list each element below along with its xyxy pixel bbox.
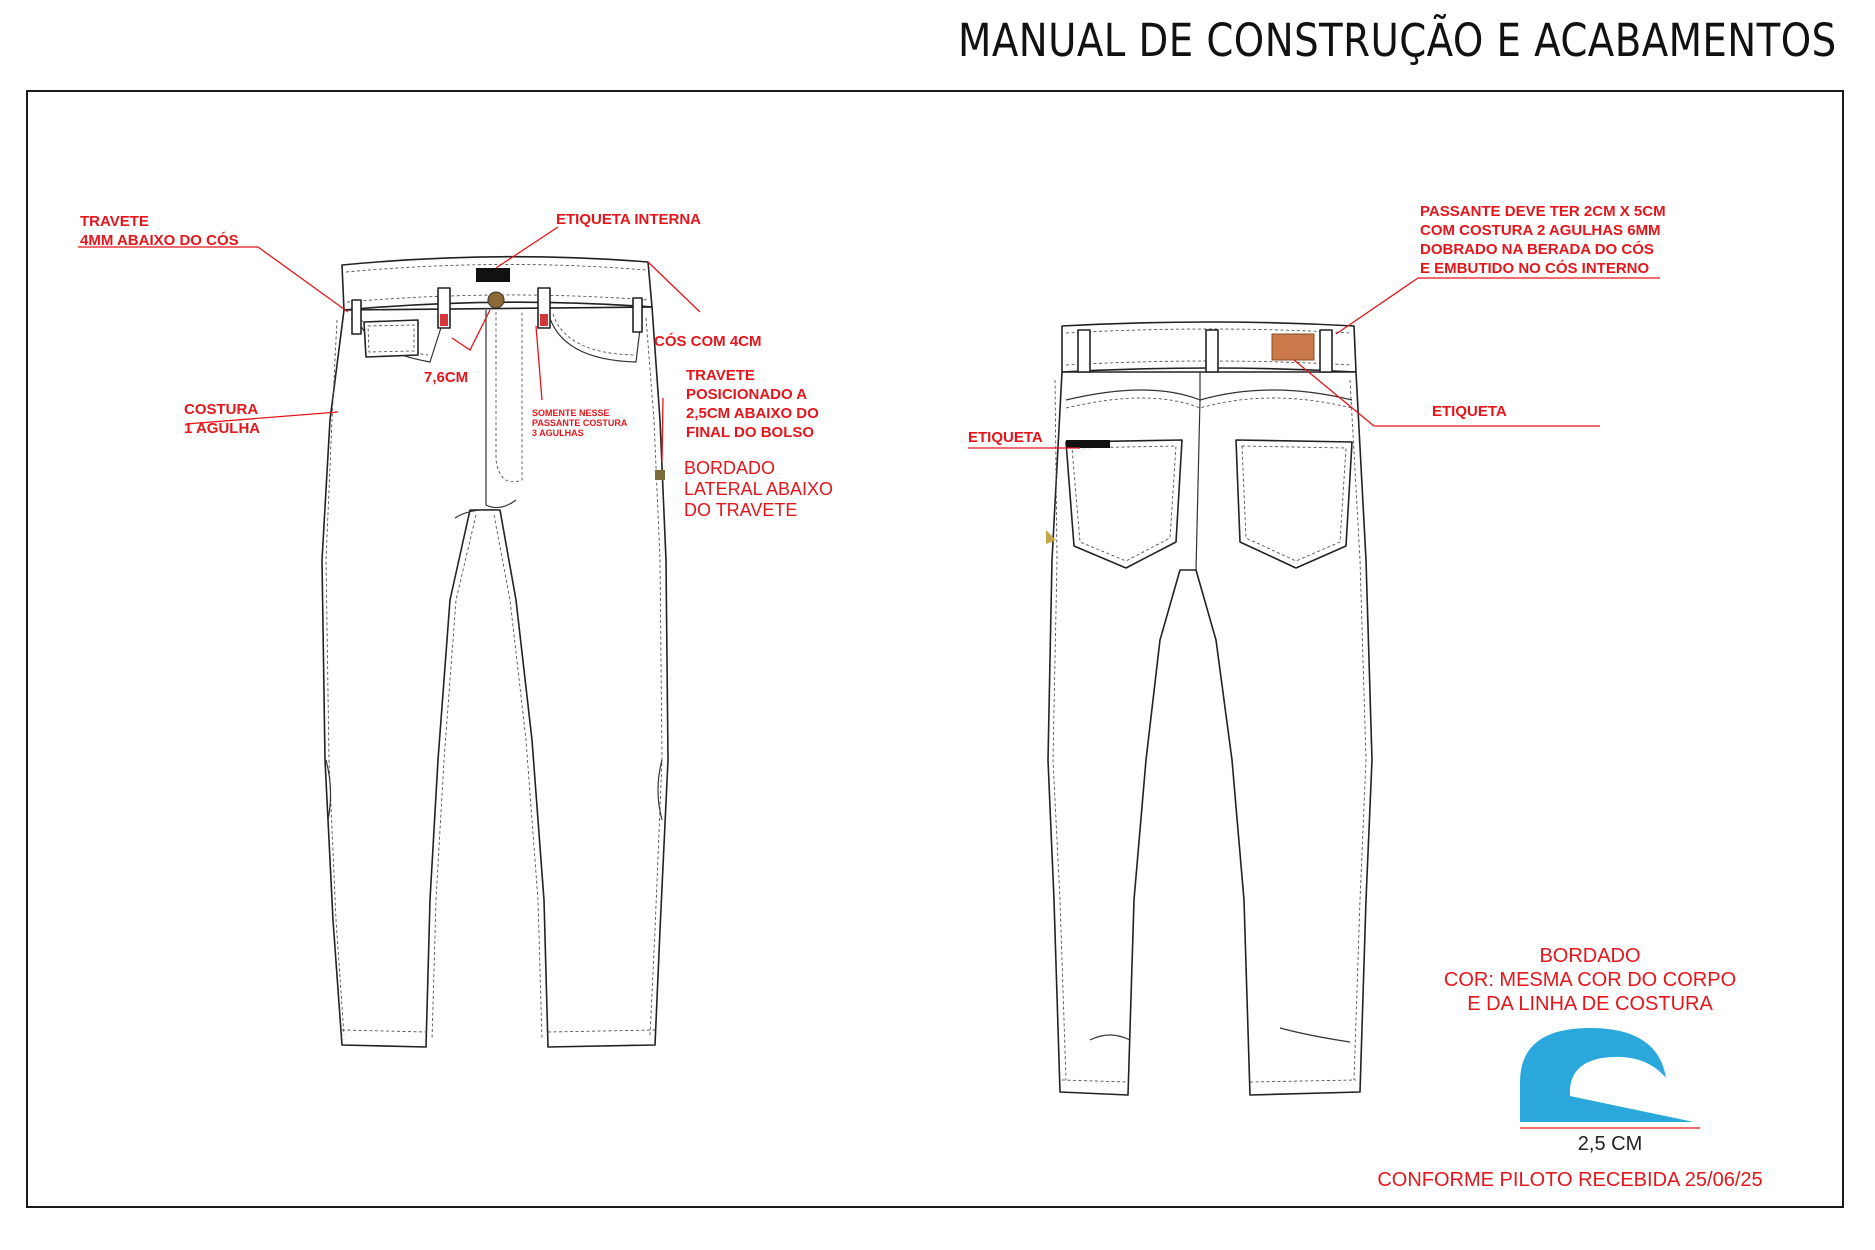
label-passante: PASSANTE DEVE TER 2CM X 5CM COM COSTURA 2 AGULHAS 6MM DOBRADO NA BERADA DO CÓS E EMBUTIDO NO CÓS INTERNO bbox=[1420, 203, 1666, 277]
label-etiqueta-right: ETIQUETA bbox=[1432, 403, 1507, 420]
logo-measure: 2,5 CM bbox=[1577, 1133, 1643, 1155]
front-pants bbox=[322, 257, 668, 1047]
quiksilver-wave-logo bbox=[1520, 1028, 1694, 1122]
bordado-spec: BORDADO COR: MESMA COR DO CORPO E DA LINHA DE COSTURA bbox=[1443, 945, 1737, 1015]
label-cos: CÓS COM 4CM bbox=[654, 333, 762, 350]
label-costura: COSTURA 1 AGULHA bbox=[184, 401, 261, 437]
back-pants bbox=[1046, 322, 1372, 1095]
label-etiqueta-left: ETIQUETA bbox=[968, 429, 1043, 446]
label-travete-side: TRAVETE POSICIONADO A 2,5CM ABAIXO DO FINAL DO BOLSO bbox=[686, 367, 819, 441]
label-medida-bolso: 7,6CM bbox=[424, 369, 469, 386]
piloto-note: CONFORME PILOTO RECEBIDA 25/06/25 bbox=[1377, 1169, 1763, 1191]
page-title: MANUAL DE CONSTRUÇÃO E ACABAMENTOS bbox=[958, 14, 1837, 67]
label-etiqueta-interna: ETIQUETA INTERNA bbox=[556, 211, 701, 228]
label-travete-top: TRAVETE 4MM ABAIXO DO CÓS bbox=[80, 213, 239, 249]
label-passante-note: SOMENTE NESSE PASSANTE COSTURA 3 AGULHAS bbox=[532, 408, 628, 438]
label-bordado-lateral: BORDADO LATERAL ABAIXO DO TRAVETE bbox=[684, 458, 834, 520]
